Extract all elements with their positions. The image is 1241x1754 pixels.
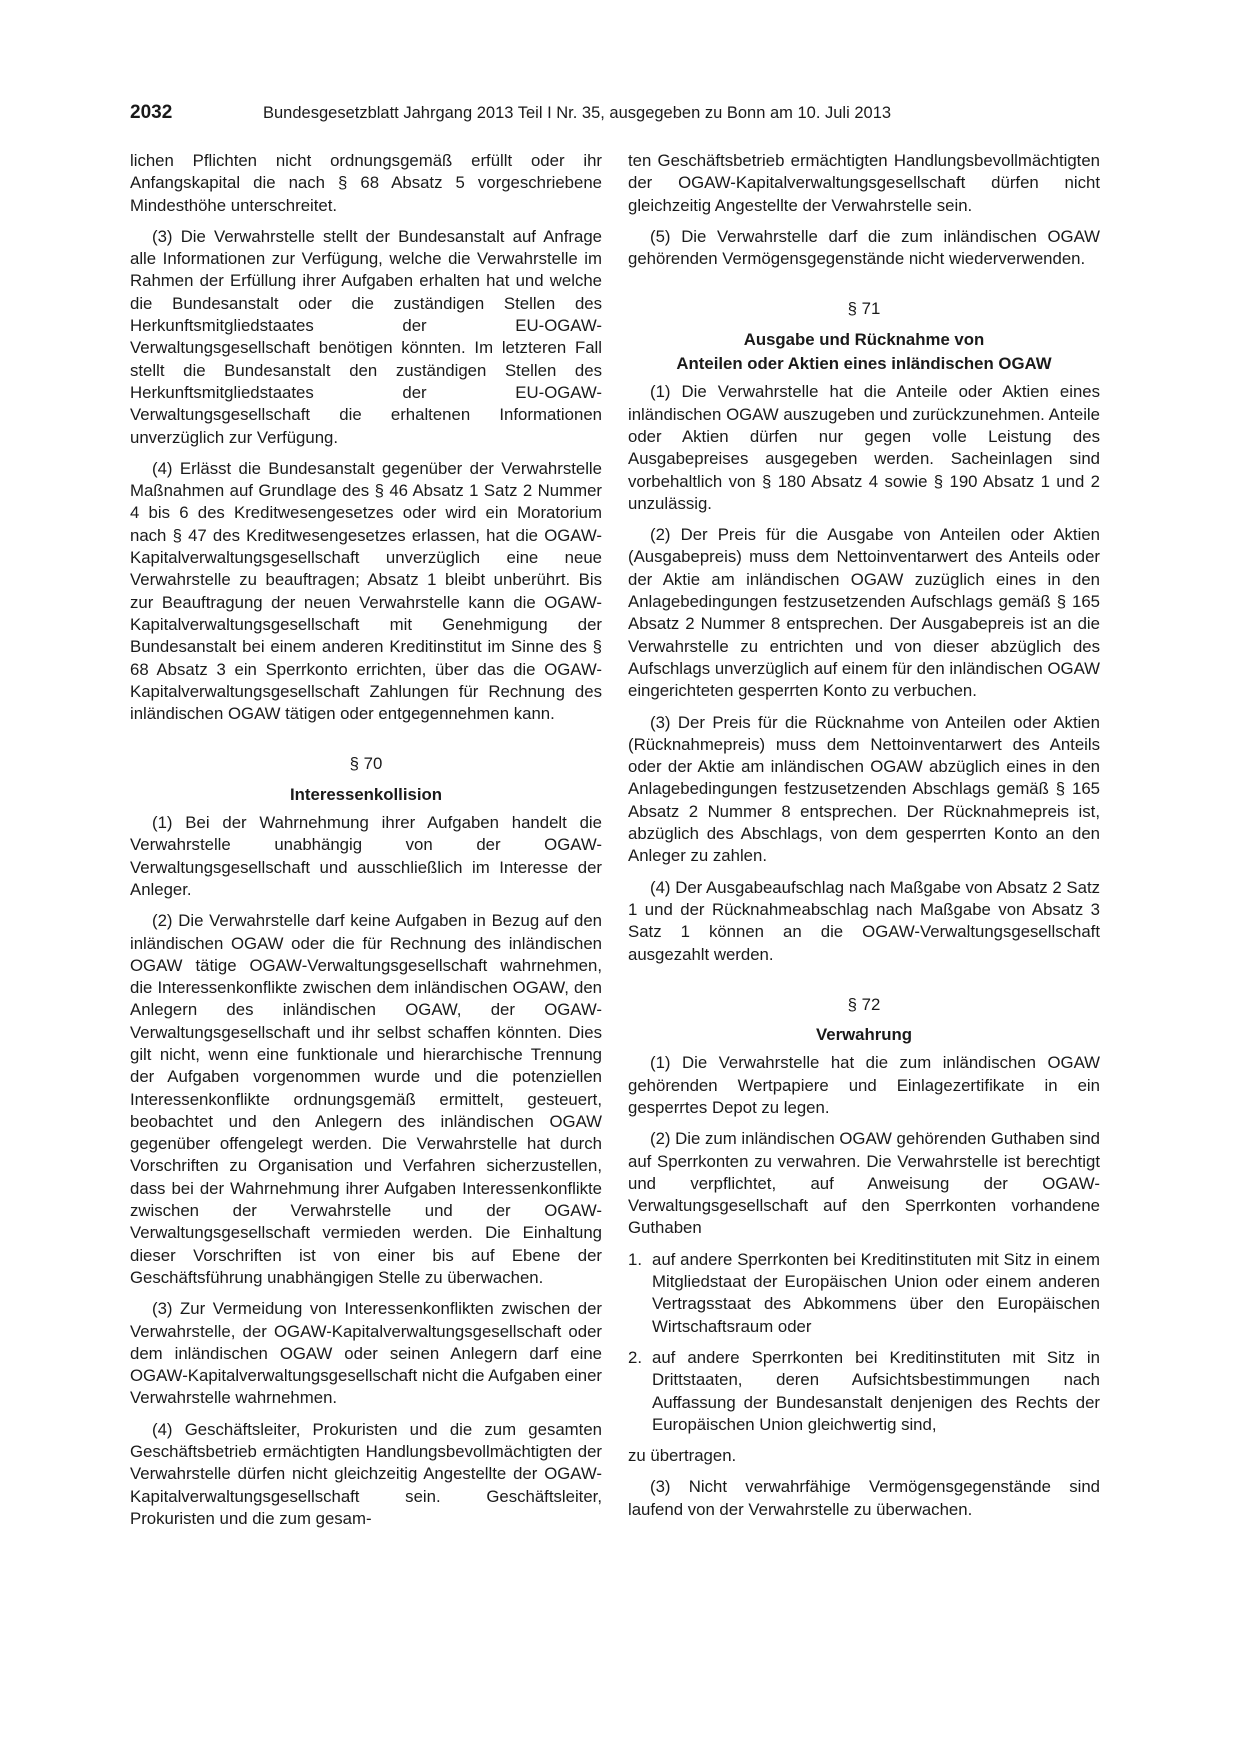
section-70-paragraph-3: (3) Zur Vermeidung von Interessenkonflikten zwischen der Verwahrstelle, der OGAW-Kapitalverwaltungsgesellschaft oder dem inländischen OGAW oder seinen Anlegern darf eine OGAW-Kapitalverwaltungsgesellschaft nicht die Aufgaben einer Verwahrstelle wahrnehmen. [130, 1299, 603, 1408]
section-72-paragraph-1: (1) Die Verwahrstelle hat die zum inländischen OGAW gehörenden Wertpapiere und Einlagezertifikate in ein gesperrtes Depot zu legen. [628, 1053, 1100, 1117]
section-71-paragraph-3: (3) Der Preis für die Rücknahme von Anteilen oder Aktien (Rücknahmepreis) muss dem Nettoinventarwert des Anteils oder der Aktie am inländischen OGAW abzüglich eines in den Anlagebedingungen festzusetzenden Abschlags gemäß § 165 Absatz 2 Nummer 8 entsprechen. Der Rücknahmepreis ist, abzüglich des Abschlags, von dem gesperrten Konto an den Anleger zu zahlen. [628, 712, 1100, 866]
page-header [130, 101, 970, 127]
right-column [628, 150, 1100, 1530]
section-70-paragraph-2: (2) Die Verwahrstelle darf keine Aufgaben in Bezug auf den inländischen OGAW oder die für Rechnung des inländischen OGAW tätige OGAW-Verwaltungsgesellschaft wahrnehmen, die Interessenkonflikte zwischen dem inländischen OGAW, den Anlegern des inländischen OGAW, der OGAW-Verwaltungsgesellschaft und ihr selbst schaffen könnten. Dies gilt nicht, wenn eine funktionale und hierarchische Trennung der Aufgaben vorgenommen wurde und die potenziellen Interessenkonflikte ordnungsgemäß ermittelt, gesteuert, beobachtet und den Anlegern des inländischen OGAW gegenüber offengelegt werden. Die Verwahrstelle hat durch Vorschriften zu Organisation und Verfahren sicherzustellen, dass bei der Wahrnehmung ihrer Aufgaben Interessenkonflikte zwischen der Verwahrstelle und der OGAW-Verwaltungsgesellschaft vermieden werden. Die Einhaltung dieser Vorschriften ist von einer bis auf Ebene der Geschäftsführung unabhängigen Stelle zu überwachen. [130, 911, 602, 1287]
paragraph-continued: ten Geschäftsbetrieb ermächtigten Handlungsbevollmächtigten der OGAW-Kapitalverwaltungsgesellschaft dürfen nicht gleichzeitig Angestellte der Verwahrstelle sein. [628, 151, 1100, 215]
section-70-paragraph-4: (4) Geschäftsleiter, Prokuristen und die zum gesamten Geschäftsbetrieb ermächtigten Handlungsbevollmächtigten der Verwahrstelle dürfen nicht gleichzeitig Angestellte der OGAW-Kapitalverwaltungsgesellschaft sein. Geschäftsleiter, Prokuristen und die zum gesam- [130, 1419, 602, 1528]
paragraph-4: (4) Erlässt die Bundesanstalt gegenüber der Verwahrstelle Maßnahmen auf Grundlage des § 46 Absatz 1 Satz 2 Nummer 4 bis 6 des Kreditwesengesetzes oder wird ein Moratorium nach § 47 des Kreditwesengesetzes erlassen, hat die OGAW-Kapitalverwaltungsgesellschaft unverzüglich eine neue Verwahrstelle zu beauftragen; Absatz 1 bleibt unberührt. Bis zur Beauftragung der neuen Verwahrstelle kann die OGAW-Kapitalverwaltungsgesellschaft mit Genehmigung der Bundesanstalt bei einem anderen Kreditinstitut im Sinne des § 68 Absatz 3 ein Sperrkonto errichten, über das die OGAW-Kapitalverwaltungsgesellschaft Zahlungen für Rechnung des inländischen OGAW tätigen oder entgegennehmen kann. [130, 458, 602, 724]
section-number-70: § 70 [349, 754, 383, 774]
list-item [628, 1347, 1100, 1436]
section-72-paragraph-3: (3) Nicht verwahrfähige Vermögensgegenstände sind laufend von der Verwahrstelle zu überwachen. [628, 1477, 1100, 1519]
section-title-70: Interessenkollision [289, 784, 442, 804]
paragraph-continued: lichen Pflichten nicht ordnungsgemäß erfüllt oder ihr Anfangskapital die nach § 68 Absatz 5 vorgeschriebene Mindesthöhe unterschreitet. [130, 151, 602, 215]
paragraph-3: (3) Die Verwahrstelle stellt der Bundesanstalt auf Anfrage alle Informationen zur Verfügung, welche die Verwahrstelle im Rahmen der Erfüllung ihrer Aufgaben erhalten hat und welche die Bundesanstalt oder die zuständigen Stellen des Herkunftsmitgliedstaates der EU-OGAW-Verwaltungsgesellschaft benötigen könnten. Im letzteren Fall stellt die Bundesanstalt den zuständigen Stellen des Herkunftsmitgliedstaates der EU-OGAW-Verwaltungsgesellschaft die erhaltenen Informationen unverzüglich zur Verfügung. [130, 226, 602, 447]
list-number: 2. [628, 1347, 642, 1367]
section-number-72: § 72 [847, 994, 881, 1014]
list-number: 1. [628, 1249, 642, 1269]
list-text: auf andere Sperrkonten bei Kreditinstituten mit Sitz in Drittstaaten, deren Aufsichtsbestimmungen nach Auffassung der Bundesanstalt denjenigen des Rechts der Europäischen Union gleichwertig sind, [652, 1347, 1100, 1434]
section-71-paragraph-2: (2) Der Preis für die Ausgabe von Anteilen oder Aktien (Ausgabepreis) muss dem Nettoinventarwert des Anteils oder der Aktie am inländischen OGAW zuzüglich eines in den Anlagebedingungen festzusetzenden Aufschlags gemäß § 165 Absatz 2 Nummer 8 entsprechen. Der Ausgabepreis ist an die Verwahrstelle zu entrichten und von dieser abzüglich des Aufschlags unverzüglich auf einem für den inländischen OGAW eingerichteten gesperrten Konto zu verbuchen. [628, 525, 1100, 701]
section-title-71-line-2: Anteilen oder Aktien eines inländischen OGAW [676, 354, 1052, 374]
section-number-71: § 71 [847, 299, 881, 319]
section-72-paragraph-2: (2) Die zum inländischen OGAW gehörenden Guthaben sind auf Sperrkonten zu verwahren. Die Verwahrstelle ist berechtigt und verpflichtet, auf Anweisung der OGAW-Verwaltungsgesellschaft auf den Sperrkonten vorhandene Guthaben [628, 1129, 1100, 1238]
section-title-71-line-1: Ausgabe und Rücknahme von [743, 329, 985, 349]
section-title-72: Verwahrung [815, 1025, 913, 1045]
list-item [628, 1249, 1100, 1338]
section-71-paragraph-4: (4) Der Ausgabeaufschlag nach Maßgabe von Absatz 2 Satz 1 und der Rücknahmeabschlag nach Maßgabe von Absatz 3 Satz 1 können an die OGAW-Verwaltungsgesellschaft ausgezahlt werden. [628, 877, 1100, 964]
paragraph-5: (5) Die Verwahrstelle darf die zum inländischen OGAW gehörenden Vermögensgegenstände nicht wiederverwenden. [628, 226, 1100, 269]
page-number: 2032 [130, 102, 173, 123]
section-72-paragraph-2-end: zu übertragen. [628, 1446, 737, 1466]
left-column [130, 150, 602, 1539]
list-text: auf andere Sperrkonten bei Kreditinstituten mit Sitz in einem Mitgliedstaat der Europäischen Union oder einem anderen Vertragsstaat des Abkommens über den Europäischen Wirtschaftsraum oder [652, 1249, 1100, 1336]
section-71-paragraph-1: (1) Die Verwahrstelle hat die Anteile oder Aktien eines inländischen OGAW auszugeben und zurückzunehmen. Anteile oder Aktien dürfen nur gegen volle Leistung des Ausgabepreises ausgegeben werden. Sacheinlagen sind vorbehaltlich von § 180 Absatz 4 sowie § 190 Absatz 1 und 2 unzulässig. [628, 382, 1100, 513]
gazette-title: Bundesgesetzblatt Jahrgang 2013 Teil I Nr. 35, ausgegeben zu Bonn am 10. Juli 2013 [263, 104, 892, 122]
section-70-paragraph-1: (1) Bei der Wahrnehmung ihrer Aufgaben handelt die Verwahrstelle unabhängig von der OGAW-Verwaltungsgesellschaft und ausschließlich im Interesse der Anleger. [130, 813, 602, 899]
